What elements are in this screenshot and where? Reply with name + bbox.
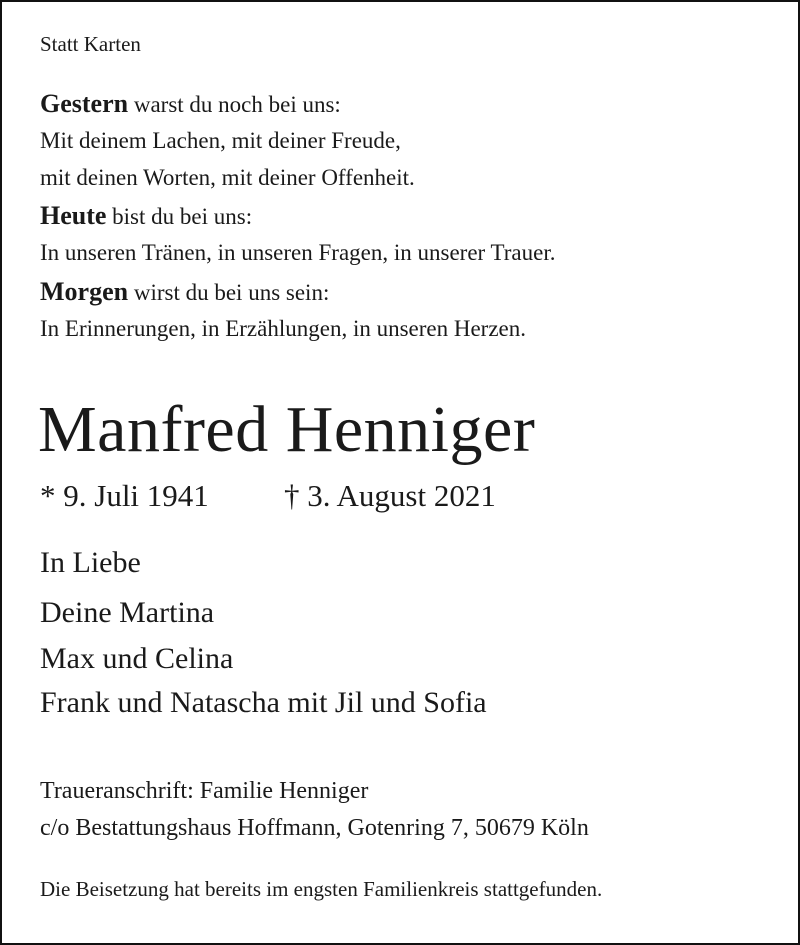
poem-line-heute-text: bist du bei uns: [106, 204, 253, 229]
poem-keyword-gestern: Gestern [40, 89, 129, 118]
poem-line-gestern-text: warst du noch bei uns: [128, 92, 341, 117]
condolence-address-line-1: Traueranschrift: Familie Henniger [40, 778, 369, 804]
poem-keyword-morgen: Morgen [40, 277, 129, 306]
poem-line-heute [40, 201, 252, 231]
in-liebe-label: In Liebe [40, 546, 141, 579]
poem-line-gestern [40, 89, 341, 119]
poem-keyword-heute: Heute [40, 201, 107, 230]
poem-line-5: In unseren Tränen, in unseren Fragen, in unserer Trauer. [40, 240, 556, 265]
burial-note: Die Beisetzung hat bereits im engsten Familienkreis stattgefunden. [40, 877, 603, 901]
mourner-line: Deine Martina [40, 596, 215, 629]
statt-karten-label: Statt Karten [40, 32, 141, 56]
death-date: † 3. August 2021 [284, 478, 496, 513]
poem-line-morgen [40, 277, 329, 307]
birth-date: * 9. Juli 1941 [40, 478, 209, 513]
poem-line-7: In Erinnerungen, in Erzählungen, in unseren Herzen. [40, 316, 527, 341]
mourner-line: Max und Celina [40, 642, 234, 675]
poem-line-morgen-text: wirst du bei uns sein: [128, 280, 330, 305]
mourner-line: Frank und Natascha mit Jil und Sofia [40, 686, 487, 719]
poem-line-2: Mit deinem Lachen, mit deiner Freude, [40, 128, 401, 153]
poem-line-3: mit deinen Worten, mit deiner Offenheit. [40, 165, 415, 190]
life-dates [40, 478, 496, 514]
condolence-address-line-2: c/o Bestattungshaus Hoffmann, Gotenring 7, 50679 Köln [40, 815, 589, 841]
deceased-name: Manfred Henniger [38, 393, 536, 466]
